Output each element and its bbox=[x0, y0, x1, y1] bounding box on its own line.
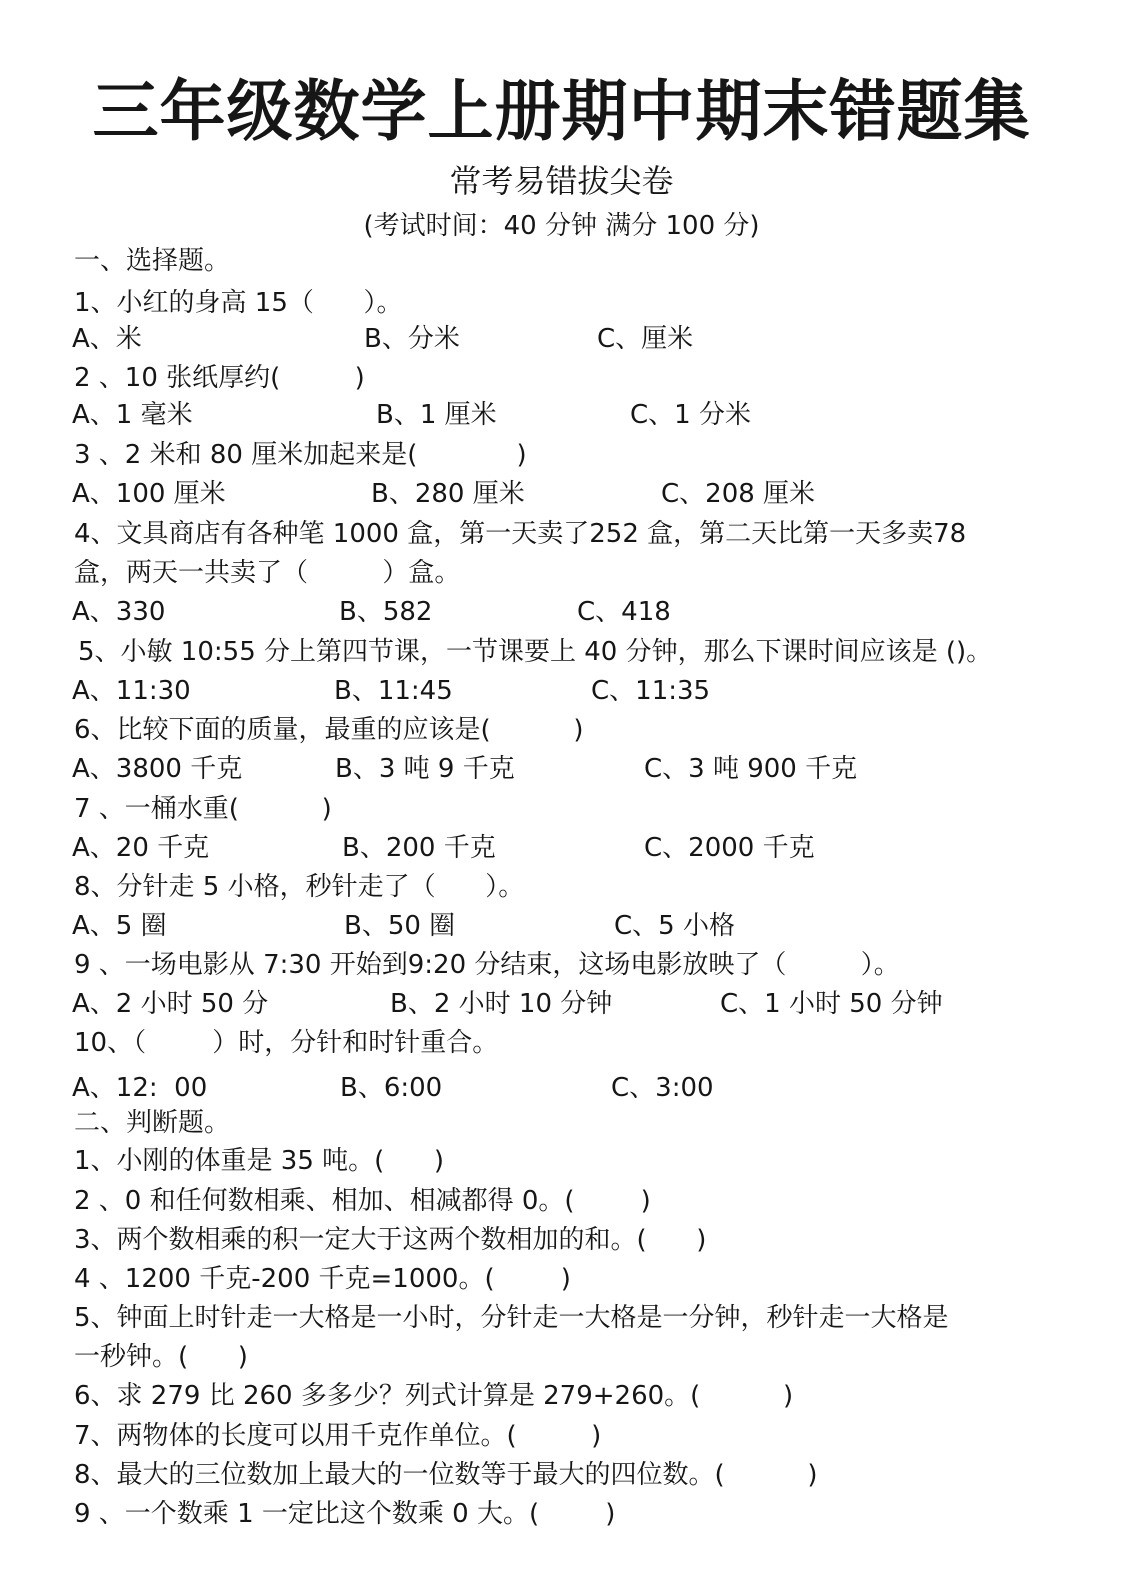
judgement-item: 5、钟面上时针走一大格是一小时，分针走一大格是一分钟，秒针走一大格是 bbox=[74, 1303, 949, 1333]
judgement-item: 3、两个数相乘的积一定大于这两个数相加的和。( ) bbox=[74, 1225, 707, 1255]
options-row-4 bbox=[0, 595, 1123, 629]
option-a: A、1 毫米 bbox=[72, 400, 193, 430]
option-b: B、582 bbox=[339, 597, 433, 627]
judgement-item: 2 、0 和任何数相乘、相加、相减都得 0。( ) bbox=[74, 1186, 651, 1216]
option-a: A、11:30 bbox=[72, 676, 191, 706]
question-8: 8、分针走 5 小格，秒针走了（ ）。 bbox=[74, 872, 525, 902]
option-a: A、100 厘米 bbox=[72, 479, 226, 509]
judgement-item: 9 、一个数乘 1 一定比这个数乘 0 大。( ) bbox=[74, 1499, 616, 1529]
option-a: A、12: 00 bbox=[72, 1073, 208, 1103]
option-c: C、418 bbox=[577, 597, 671, 627]
option-b: B、3 吨 9 千克 bbox=[335, 754, 515, 784]
options-row-10 bbox=[0, 1071, 1123, 1105]
option-b: B、2 小时 10 分钟 bbox=[390, 989, 613, 1019]
exam-info: (考试时间：40 分钟 满分 100 分) bbox=[363, 211, 760, 241]
question-10: 10、（ ）时，分针和时针重合。 bbox=[74, 1028, 499, 1058]
question-1: 1、小红的身高 15（ ）。 bbox=[74, 288, 403, 318]
question-6: 6、比较下面的质量，最重的应该是( ) bbox=[74, 715, 584, 745]
option-c: C、1 分米 bbox=[630, 400, 751, 430]
options-row-1 bbox=[0, 322, 1123, 356]
question-3: 3 、2 米和 80 厘米加起来是( ) bbox=[74, 440, 527, 470]
question-4: 4、文具商店有各种笔 1000 盒，第一天卖了252 盒，第二天比第一天多卖78 bbox=[74, 519, 967, 549]
question-2: 2 、10 张纸厚约( ) bbox=[74, 363, 365, 393]
option-b: B、6:00 bbox=[340, 1073, 443, 1103]
option-b: B、200 千克 bbox=[342, 833, 496, 863]
options-row-9 bbox=[0, 987, 1123, 1021]
option-c: C、厘米 bbox=[597, 324, 694, 354]
judgement-item: 1、小刚的体重是 35 吨。( ) bbox=[74, 1146, 445, 1176]
options-row-6 bbox=[0, 752, 1123, 786]
page-subtitle: 常考易错拔尖卷 bbox=[449, 162, 674, 200]
options-row-2 bbox=[0, 398, 1123, 432]
option-b: B、1 厘米 bbox=[376, 400, 497, 430]
judgement-item: 6、求 279 比 260 多多少？列式计算是 279+260。( ) bbox=[74, 1381, 794, 1411]
question-7: 7 、一桶水重( ) bbox=[74, 794, 332, 824]
option-c: C、3:00 bbox=[611, 1073, 714, 1103]
option-b: B、分米 bbox=[364, 324, 460, 354]
options-row-5 bbox=[0, 674, 1123, 708]
option-a: A、3800 千克 bbox=[72, 754, 243, 784]
options-row-7 bbox=[0, 831, 1123, 865]
option-b: B、50 圈 bbox=[344, 911, 456, 941]
option-c: C、11:35 bbox=[591, 676, 711, 706]
page-title: 三年级数学上册期中期末错题集 bbox=[92, 73, 1031, 150]
question-9: 9 、一场电影从 7:30 开始到9:20 分结束，这场电影放映了（ ）。 bbox=[74, 950, 900, 980]
judgement-item: 4 、1200 千克-200 千克=1000。( ) bbox=[74, 1264, 571, 1294]
option-c: C、5 小格 bbox=[614, 911, 735, 941]
option-c: C、208 厘米 bbox=[661, 479, 816, 509]
option-a: A、2 小时 50 分 bbox=[72, 989, 269, 1019]
option-a: A、330 bbox=[72, 597, 166, 627]
options-row-3 bbox=[0, 477, 1123, 511]
option-c: C、3 吨 900 千克 bbox=[644, 754, 858, 784]
judgement-item-continued: 一秒钟。( ) bbox=[74, 1342, 248, 1372]
judgement-item: 8、最大的三位数加上最大的一位数等于最大的四位数。( ) bbox=[74, 1460, 818, 1490]
options-row-8 bbox=[0, 909, 1123, 943]
question-4-continued: 盒，两天一共卖了（ ）盒。 bbox=[74, 558, 461, 588]
option-a: A、20 千克 bbox=[72, 833, 210, 863]
option-a: A、5 圈 bbox=[72, 911, 167, 941]
option-b: B、11:45 bbox=[334, 676, 453, 706]
option-c: C、2000 千克 bbox=[644, 833, 815, 863]
section-heading-judgement: 二、判断题。 bbox=[74, 1108, 231, 1138]
section-heading-choice: 一、选择题。 bbox=[74, 246, 231, 276]
option-c: C、1 小时 50 分钟 bbox=[720, 989, 943, 1019]
question-5: 5、小敏 10:55 分上第四节课，一节课要上 40 分钟，那么下课时间应该是 ()。 bbox=[78, 637, 993, 667]
judgement-item: 7、两物体的长度可以用千克作单位。( ) bbox=[74, 1421, 602, 1451]
option-b: B、280 厘米 bbox=[371, 479, 525, 509]
option-a: A、米 bbox=[72, 324, 142, 354]
